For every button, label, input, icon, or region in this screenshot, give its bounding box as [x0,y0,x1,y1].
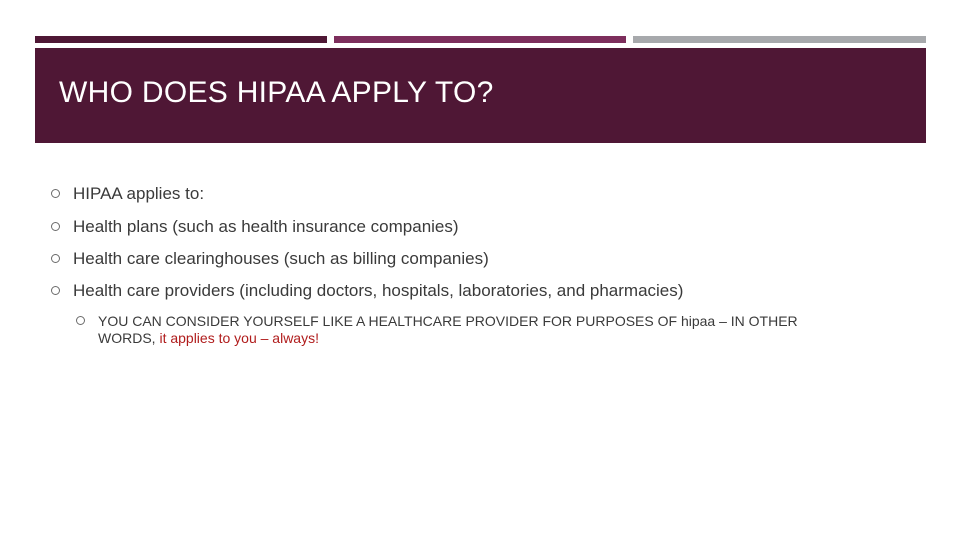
bullet-text: HIPAA applies to: [73,184,205,203]
bullet-text: Health plans (such as health insurance companies) [73,217,459,236]
bullet-text: Health care clearinghouses (such as billing companies) [73,249,489,268]
slide-title: WHO DOES HIPAA APPLY TO? [59,76,494,109]
sub-bullet-text-emphasis: it applies to you – always! [159,330,319,346]
sub-bullet-text [98,313,836,347]
hollow-circle-bullet-icon [51,286,60,295]
hollow-circle-bullet-icon [76,316,85,325]
sub-bullet-text-normal: YOU CAN CONSIDER YOURSELF LIKE A HEALTHCARE PROVIDER FOR PURPOSES OF hipaa – IN OTHER WORDS, [98,313,798,346]
accent-bar-right [633,36,926,43]
bullet-item [51,184,204,204]
bullet-item [51,249,489,269]
accent-bar-middle [334,36,626,43]
sub-bullet-item [76,313,836,347]
title-band [35,48,926,143]
hollow-circle-bullet-icon [51,222,60,231]
bullet-item [51,281,683,301]
accent-bar-left [35,36,327,43]
hollow-circle-bullet-icon [51,254,60,263]
hollow-circle-bullet-icon [51,189,60,198]
bullet-item [51,217,459,237]
bullet-text: Health care providers (including doctors, hospitals, laboratories, and pharmacies) [73,281,684,300]
